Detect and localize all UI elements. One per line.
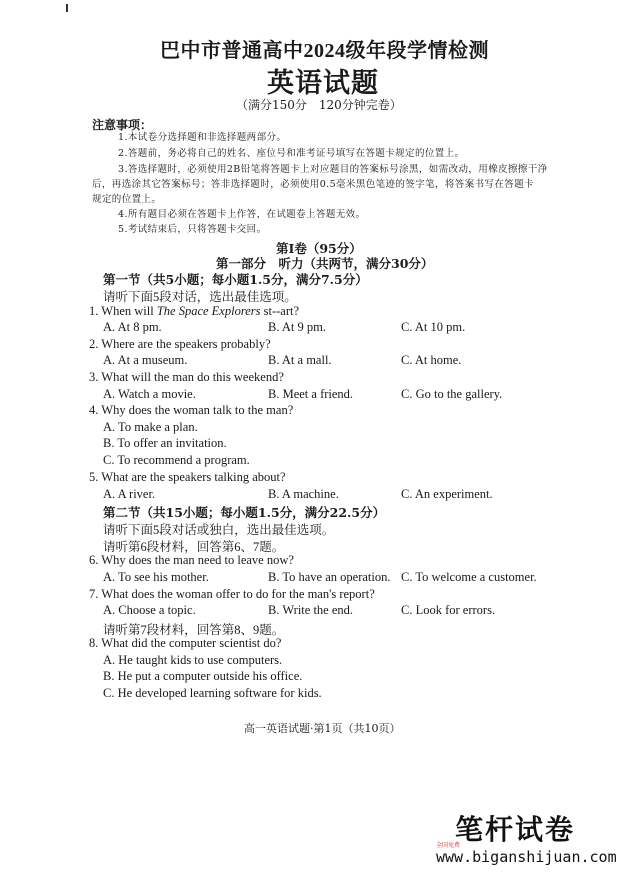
option-b: B. At 9 pm. bbox=[268, 320, 326, 334]
option-c: C. An experiment. bbox=[401, 487, 493, 501]
watermark-badge: 全国免费 bbox=[436, 842, 461, 849]
notice-item: 2.答题前，务必将自己的姓名、座位号和准考证号填写在答题卡规定的位置上。 bbox=[118, 148, 465, 159]
option-a: A. A river. bbox=[103, 487, 156, 501]
notice-item: 规定的位置上。 bbox=[92, 194, 162, 205]
subject-title: 英语试题 bbox=[267, 68, 379, 98]
option-a: A. At 8 pm. bbox=[103, 320, 162, 334]
watermark-logo-text: 笔杆试卷 bbox=[455, 813, 576, 846]
notice-heading: 注意事项： bbox=[92, 118, 153, 132]
question-2: 2. Where are the speakers probably? bbox=[89, 337, 271, 351]
option-a: A. Watch a movie. bbox=[103, 387, 196, 401]
option-a: A. To make a plan. bbox=[103, 420, 198, 434]
page-footer: 高一英语试题·第1页（共10页） bbox=[244, 722, 401, 735]
option-b: B. He put a computer outside his office. bbox=[103, 669, 303, 683]
question-3: 3. What will the man do this weekend? bbox=[89, 370, 284, 384]
section2-heading: 第二节（共15小题；每小题1.5分，满分22.5分） bbox=[103, 505, 386, 520]
option-b: B. To offer an invitation. bbox=[103, 436, 227, 450]
option-b: B. A machine. bbox=[268, 487, 339, 501]
exam-title: 巴中市普通高中2024级年段学情检测 bbox=[160, 40, 489, 62]
question-4: 4. Why does the woman talk to the man? bbox=[89, 403, 294, 417]
option-c: C. To recommend a program. bbox=[103, 453, 250, 467]
question-5: 5. What are the speakers talking about? bbox=[89, 470, 286, 484]
section2-instruction: 请听下面5段对话或独白，选出最佳选项。 bbox=[103, 523, 335, 537]
section1-instruction: 请听下面5段对话，选出最佳选项。 bbox=[103, 290, 297, 304]
question-7: 7. What does the woman offer to do for the man's report? bbox=[89, 587, 375, 601]
question-1: 1. When will The Space Explorers st--art? bbox=[89, 304, 300, 318]
option-c: C. Go to the gallery. bbox=[401, 387, 503, 401]
option-b: B. At a mall. bbox=[268, 353, 332, 367]
option-a: A. At a museum. bbox=[103, 353, 188, 367]
option-a: A. Choose a topic. bbox=[103, 603, 196, 617]
notice-item: 后，再选涂其它答案标号；答非选择题时，必须使用0.5毫米黑色笔迹的签字笔，将答案书写在答题卡 bbox=[92, 179, 535, 190]
option-c: C. Look for errors. bbox=[401, 603, 496, 617]
option-c: C. He developed learning software for kids. bbox=[103, 686, 322, 700]
option-a: A. He taught kids to use computers. bbox=[103, 653, 283, 667]
option-c: C. At home. bbox=[401, 353, 462, 367]
material-7-instruction: 请听第7段材料，回答第8、9题。 bbox=[103, 623, 285, 637]
option-b: B. To have an operation. bbox=[268, 570, 391, 584]
notice-item: 5.考试结束后，只将答题卡交回。 bbox=[118, 224, 267, 235]
section1-heading: 第一节（共5小题；每小题1.5分，满分7.5分） bbox=[103, 272, 368, 287]
part1-heading: 第一部分 听力（共两节，满分30分） bbox=[216, 256, 434, 271]
volume-heading: 第Ⅰ卷（95分） bbox=[276, 241, 362, 256]
watermark-url: www.biganshijuan.com bbox=[436, 848, 617, 866]
score-time-info: （满分150分 120分钟完卷） bbox=[236, 98, 402, 112]
notice-item: 4.所有题目必须在答题卡上作答，在试题卷上答题无效。 bbox=[118, 209, 366, 220]
notice-item: 1.本试卷分选择题和非选择题两部分。 bbox=[118, 132, 287, 143]
scan-mark bbox=[66, 4, 68, 12]
material-6-instruction: 请听第6段材料，回答第6、7题。 bbox=[103, 540, 285, 554]
option-b: B. Write the end. bbox=[268, 603, 354, 617]
question-8: 8. What did the computer scientist do? bbox=[89, 636, 282, 650]
question-6: 6. Why does the man need to leave now? bbox=[89, 553, 294, 567]
option-c: C. At 10 pm. bbox=[401, 320, 466, 334]
option-b: B. Meet a friend. bbox=[268, 387, 354, 401]
option-a: A. To see his mother. bbox=[103, 570, 209, 584]
option-c: C. To welcome a customer. bbox=[401, 570, 537, 584]
notice-item: 3.答选择题时，必须使用2B铅笔将答题卡上对应题目的答案标号涂黑，如需改动，用橡皮擦擦干净 bbox=[118, 164, 548, 175]
